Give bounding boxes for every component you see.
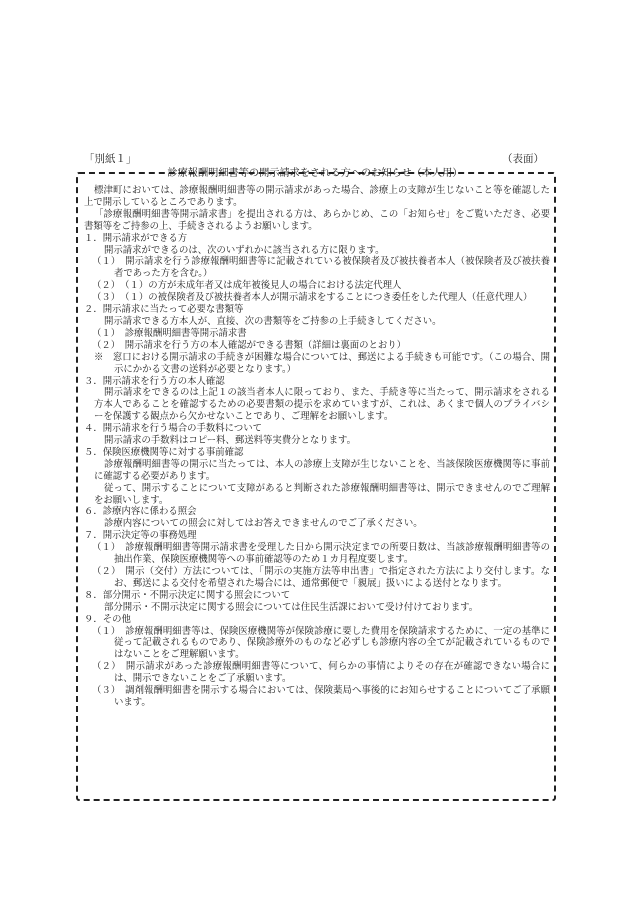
- section-text: 診療内容についての照会に対してはお答えできませんのでご了承ください。: [104, 518, 423, 530]
- list-item: （１） 開示請求を行う診療報酬明細書等に記載されている被保険者及び被扶養者本人（被保険者及び被扶養者であった方を含む。）: [92, 256, 550, 280]
- attachment-label: 「別紙１」: [84, 153, 137, 165]
- section-text: 部分開示・不開示決定に関する照会については住民生活課において受け付けております。: [104, 601, 479, 613]
- list-item: （１） 診療報酬明細書等開示請求書: [92, 327, 247, 339]
- list-item: （２） 開示請求があった診療報酬明細書等について、何らかの事情によりその存在が確認できない場合には、開示できないことをご了承願います。: [92, 661, 550, 685]
- section-text: 開示請求できる方本人が、直接、次の書類等をご持参の上手続きしてください。: [104, 315, 442, 327]
- section-text: 開示請求の手数料はコピー料、郵送料等実費分となります。: [104, 435, 357, 447]
- list-item: （１） 診療報酬明細書等は、保険医療機関等が保険診療に要した費用を保険請求するために、一定の基準に従って記載されるものであり、保険診療外のものなど必ずしも診療内容の全てが記載されているものではないことをご理解願います。: [92, 625, 550, 661]
- note-text: ※ 窓口における開示請求の手続きが困難な場合については、郵送による手続きも可能です。（この場合、開示にかかる文書の送料が必要となります。）: [94, 351, 550, 375]
- section-text: 従って、開示することについて支障があると判断された診療報酬明細書等は、開示できませんのでご理解をお願いします。: [94, 482, 550, 506]
- section-heading: １．開示請求ができる方: [84, 232, 188, 244]
- list-item: （１） 診療報酬明細書等開示請求書を受理した日から開示決定までの所要日数は、当該診療報酬明細書等の抽出作業、保険医療機関等への事前確認等のため１カ月程度要します。: [92, 542, 550, 566]
- section-heading: ６．診療内容に係わる照会: [84, 506, 197, 518]
- document-title: 診療報酬明細書等の開示請求をされる方へのお知らせ（本人用）: [167, 168, 463, 179]
- notice-body: [84, 185, 550, 709]
- section-heading: ３．開示請求を行う方の本人確認: [84, 375, 225, 387]
- section-heading: ４．開示請求を行う場合の手数料について: [84, 423, 262, 435]
- list-item: （３） （１）の被保険者及び被扶養者本人が開示請求をすることにつき委任をした代理人（任意代理人）: [92, 292, 533, 304]
- section-heading: ５．保険医療機関等に対する事前確認: [84, 446, 244, 458]
- section-heading: ２．開示請求に当たって必要な書類等: [84, 304, 244, 316]
- section-heading: ９．その他: [84, 613, 131, 625]
- intro-paragraph: 標津町においては、診療報酬明細書等の開示請求があった場合、診療上の支障が生じないこと等を確認した上で開示しているところであります。: [84, 185, 550, 208]
- intro-paragraph: 「診療報酬明細書等開示請求書」を提出される方は、あらかじめ、この「お知らせ」をご覧いただき、必要書類等をご持参の上、手続きされるようお願いします。: [84, 208, 550, 232]
- side-label: （表面）: [502, 153, 544, 165]
- section-heading: ８．部分開示・不開示決定に関する照会について: [84, 589, 291, 601]
- section-heading: ７．開示決定等の事務処理: [84, 530, 197, 542]
- list-item: （３） 調剤報酬明細書を開示する場合においては、保険薬局へ事後的にお知らせすることについてご了承願います。: [92, 685, 550, 708]
- section-text: 診療報酬明細書等の開示に当たっては、本人の診療上支障が生じないことを、当該保険医療機関等に事前に確認する必要があります。: [94, 458, 550, 482]
- section-text: 開示請求ができるのは、次のいずれかに該当される方に限ります。: [104, 244, 385, 256]
- list-item: （２） 開示（交付）方法については、「開示の実施方法等申出書」で指定された方法により交付します。なお、郵送による交付を希望された場合には、通常郵便で「親展」扱いによる送付となります。: [92, 566, 550, 589]
- section-text: 開示請求をできるのは上記１の該当者本人に限っており、また、手続き等に当たって、開示請求をされる方本人であることを確認するための必要書類の提示を求めていますが、これは、あくまで個人のプライバシーを保護する観点から欠かせないことであり、ご理解をお願いします。: [94, 387, 550, 423]
- list-item: （２） （１）の方が未成年者又は成年被後見人の場合における法定代理人: [92, 280, 402, 292]
- list-item: （２） 開示請求を行う方の本人確認ができる書類（詳細は裏面のとおり）: [92, 339, 407, 351]
